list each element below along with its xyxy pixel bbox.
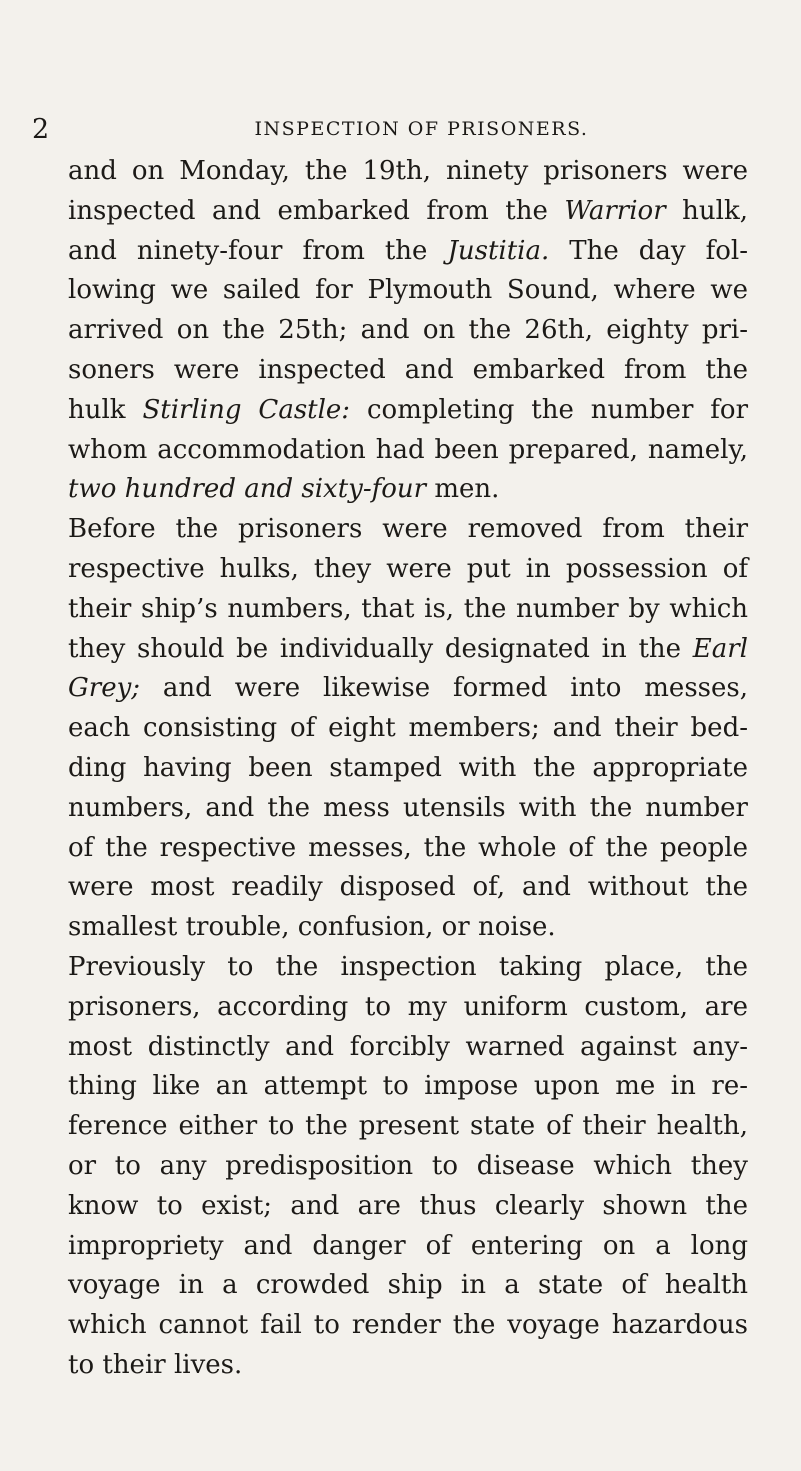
text-line: [68, 1028, 748, 1068]
text-line: [68, 510, 748, 550]
italic-text: Stirling Castle:: [142, 394, 351, 425]
running-head: INSPECTION OF PRISONERS.: [254, 118, 589, 140]
text-segment: whom accommodation had been prepared, namely,: [68, 434, 748, 465]
text-segment: hulk,: [665, 195, 749, 226]
text-line: [68, 948, 748, 988]
text-segment: ding having been stamped with the appropriate: [68, 752, 748, 783]
text-segment: or to any predisposition to disease which they: [68, 1150, 748, 1181]
text-line: [68, 470, 748, 510]
text-segment: know to exist; and are thus clearly shown the: [68, 1190, 748, 1221]
text-segment: respective hulks, they were put in possession of: [68, 553, 748, 584]
page-number: 2: [32, 114, 50, 145]
text-line: [68, 1107, 748, 1147]
text-segment: arrived on the 25th; and on the 26th, eighty pri-: [68, 315, 748, 346]
text-line: [68, 1266, 748, 1306]
text-segment: completing the number for: [350, 394, 748, 425]
text-line: [68, 431, 748, 471]
text-line: [68, 1067, 748, 1107]
text-line: [68, 192, 748, 232]
text-segment: soners were inspected and embarked from the: [68, 354, 748, 385]
text-line: [68, 829, 748, 869]
text-segment: ference either to the present state of their health,: [68, 1111, 748, 1142]
text-line: [68, 630, 748, 670]
text-segment: thing like an attempt to impose upon me in re-: [68, 1071, 748, 1102]
text-line: [68, 1346, 748, 1386]
text-segment: impropriety and danger of entering on a long: [68, 1230, 748, 1261]
text-line: [68, 152, 748, 192]
text-line: [68, 590, 748, 630]
text-line: [68, 1147, 748, 1187]
text-segment: they should be individually designated in the: [68, 633, 693, 664]
italic-text: two hundred and sixty-four: [68, 474, 427, 505]
text-segment: of the respective messes, the whole of the people: [68, 832, 748, 863]
text-line: [68, 271, 748, 311]
italic-text: Warrior: [564, 195, 666, 226]
text-line: [68, 351, 748, 391]
text-line: [68, 749, 748, 789]
text-line: [68, 789, 748, 829]
text-line: [68, 669, 748, 709]
text-segment: prisoners, according to my uniform custom, are: [68, 991, 748, 1022]
text-segment: smallest trouble, confusion, or noise.: [68, 912, 556, 943]
italic-text: Grey;: [68, 673, 141, 704]
text-line: [68, 1306, 748, 1346]
text-segment: and were likewise formed into messes,: [140, 673, 748, 704]
text-segment: and on Monday, the 19th, ninety prisoners were: [68, 156, 748, 186]
text-segment: inspected and embarked from the: [68, 195, 565, 226]
text-segment: voyage in a crowded ship in a state of health: [68, 1270, 748, 1301]
text-segment: and ninety-four from the: [68, 235, 448, 266]
text-segment: which cannot fail to render the voyage hazardous: [68, 1310, 748, 1341]
text-segment: each consisting of eight members; and their bed-: [68, 713, 748, 744]
italic-text: Earl: [692, 633, 748, 664]
text-line: [68, 311, 748, 351]
text-segment: Previously to the inspection taking place, the: [68, 951, 748, 982]
text-segment: hulk: [68, 394, 143, 425]
text-line: [68, 1187, 748, 1227]
text-segment: Before the prisoners were removed from their: [68, 514, 748, 545]
text-segment: lowing we sailed for Plymouth Sound, where we: [68, 275, 748, 306]
text-segment: most distinctly and forcibly warned against any-: [68, 1031, 748, 1062]
text-line: [68, 550, 748, 590]
text-line: [68, 391, 748, 431]
text-segment: numbers, and the mess utensils with the number: [68, 792, 748, 823]
text-segment: their ship’s numbers, that is, the number by which: [68, 593, 748, 624]
text-segment: The day fol-: [549, 235, 748, 266]
text-segment: to their lives.: [68, 1349, 243, 1380]
text-line: [68, 988, 748, 1028]
text-line: [68, 1227, 748, 1267]
text-line: [68, 709, 748, 749]
text-segment: were most readily disposed of, and without the: [68, 872, 748, 903]
text-segment: men.: [426, 474, 500, 505]
text-line: [68, 908, 748, 948]
text-line: [68, 232, 748, 272]
italic-text: Justitia.: [447, 235, 550, 266]
text-line: [68, 868, 748, 908]
body-text: [68, 152, 748, 1386]
